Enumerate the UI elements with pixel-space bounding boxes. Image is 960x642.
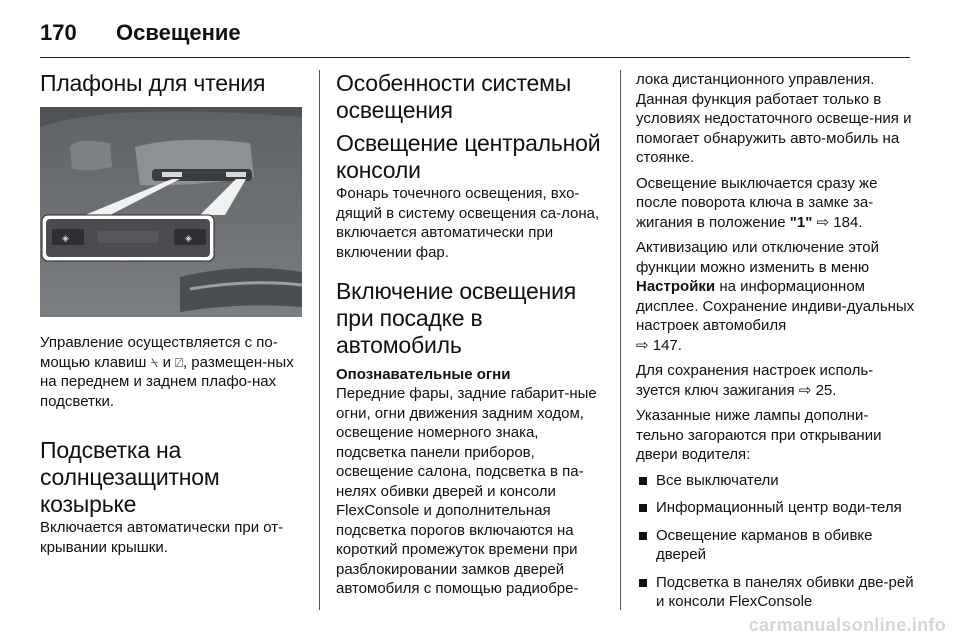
header-rule <box>40 57 910 58</box>
list-item: Освещение карманов в обивке дверей <box>636 526 916 565</box>
sunvisor-heading: Подсветка на солнцезащитном козырьке <box>40 437 220 517</box>
bullet-square-icon <box>639 532 647 540</box>
ignition-position: "1" <box>789 213 813 231</box>
page-reference[interactable]: 184. <box>833 213 863 231</box>
lighting-features-heading: Особенности системы освещения <box>336 70 572 123</box>
list-item: Все выключатели <box>636 471 916 491</box>
watermark: carmanualsonline.info <box>748 615 946 635</box>
ref-arrow-icon: ⇨ <box>816 213 830 231</box>
column-3 <box>636 70 916 620</box>
page-header <box>40 14 910 58</box>
ignition-key-text: Для сохранения настроек исполь-зуется ключ зажигания ⇨ 25. <box>636 362 874 399</box>
list-item: Подсветка в панелях обивки две-рей и консоли FlexConsole <box>636 573 916 612</box>
reading-lights-heading: Плафоны для чтения <box>40 70 266 96</box>
bullet-square-icon <box>639 477 647 485</box>
svg-text:◈: ◈ <box>62 234 69 244</box>
sunvisor-text: Включается автоматически при от-крывании крышки. <box>40 519 284 556</box>
lamp-left-icon: ⍀ <box>150 354 159 370</box>
section-title: Освещение <box>116 20 241 45</box>
list-item: Информационный центр води-теля <box>636 498 916 518</box>
center-console-heading: Освещение центральной консоли <box>336 130 601 183</box>
svg-text:◈: ◈ <box>185 234 192 244</box>
settings-text: Активизацию или отключение этой функции можно изменить в меню Настройки на информационном дисплее. Сохранение индиви-дуальных настроек автомобиля ⇨ 147. <box>636 239 915 354</box>
settings-menu-name: Настройки <box>636 278 716 295</box>
lamp-right-icon: ⍁ <box>175 354 183 370</box>
column-divider-2 <box>620 70 621 610</box>
bullet-square-icon <box>639 579 647 587</box>
entry-lighting-heading: Включение освещения при посадке в автомобиль <box>336 278 577 358</box>
ref-arrow-icon: ⇨ <box>798 381 812 399</box>
ref-arrow-icon: ⇨ <box>636 336 649 354</box>
switch-off-text: Освещение выключается сразу же после поворота ключа в замке за-жигания в положение "1" ⇨ 184. <box>636 174 878 231</box>
column-2 <box>336 70 606 599</box>
continued-text: лока дистанционного управления. Данная функция работает только в условиях недостаточного освеще-ния и помогает обнаружить авто-мобиль на стоянке. <box>636 71 912 166</box>
vehicle-locator-heading: Опознавательные огни <box>336 366 511 383</box>
page-reference[interactable]: 147. <box>652 336 682 354</box>
column-1 <box>40 70 306 557</box>
reading-light-photo <box>40 107 302 317</box>
lamp-list <box>636 471 916 612</box>
center-console-text: Фонарь точечного освещения, вхо-дящий в систему освещения са-лона, включается автоматически при включении фар. <box>336 185 600 261</box>
page-number: 170 <box>40 20 77 45</box>
vehicle-locator-text: Передние фары, задние габарит-ные огни, огни движения задним ходом, освещение номерного знака, подсветка панели приборов, освещение салона, подсветка в па-нелях обивки дверей и консоли FlexConsole и дополнительная подсветка порогов включаются на короткий промежуток времени при разблокировании замков дверей автомобиля с помощью радиобре- <box>336 385 597 597</box>
driver-door-text: Указанные ниже лампы дополни-тельно загораются при открывании двери водителя: <box>636 407 882 463</box>
bullet-square-icon <box>639 504 647 512</box>
reading-light-illustration <box>40 107 302 317</box>
column-divider-1 <box>319 70 320 610</box>
page-reference[interactable]: 25. <box>815 381 837 399</box>
reading-lights-text: Управление осуществляется с по-мощью клавиш ⍀ и ⍁, размещен-ных на переднем и заднем плафо-нах подсветки. <box>40 334 294 410</box>
